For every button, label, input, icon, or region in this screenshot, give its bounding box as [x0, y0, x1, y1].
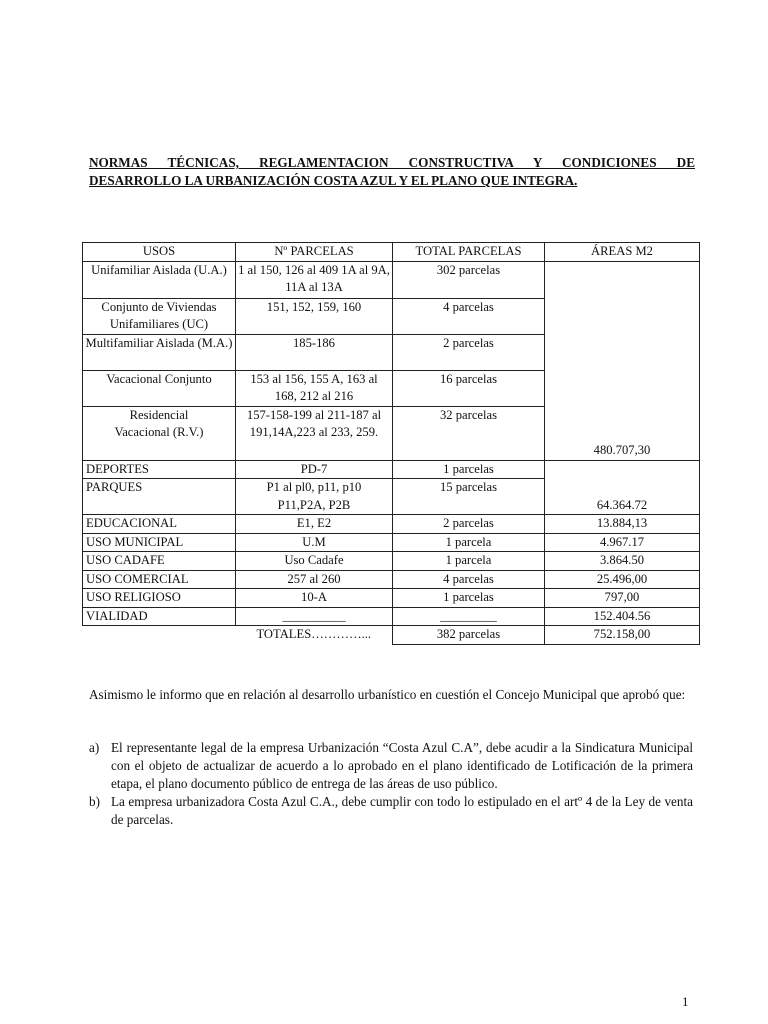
document-title: [89, 154, 695, 190]
table-row: [83, 589, 700, 608]
totals-parcelas: 382 parcelas: [393, 626, 545, 645]
cell-area: 13.884,13: [545, 515, 700, 534]
cell-parcelas: PD-7: [236, 460, 393, 479]
parcel-table: [82, 242, 700, 645]
list-item-text: La empresa urbanizadora Costa Azul C.A., debe cumplir con todo lo estipulado en el artº 4 de la Ley de venta de parcelas.: [111, 794, 693, 827]
totals-label: TOTALES…………...: [256, 627, 372, 641]
page-number: 1: [682, 994, 689, 1009]
cell-area: 797,00: [545, 589, 700, 608]
cell-total: 15 parcelas: [393, 479, 545, 515]
table-row: [83, 533, 700, 552]
title-line-2: DESARROLLO LA URBANIZACIÓN COSTA AZUL Y EL PLANO QUE INTEGRA.: [89, 173, 578, 188]
cell-parcelas: 157-158-199 al 211-187 al 191,14A,223 al 233, 259.: [236, 406, 393, 460]
table-row: [83, 515, 700, 534]
cell-parcelas: 257 al 260: [236, 570, 393, 589]
cell-total: 1 parcelas: [393, 460, 545, 479]
list-item: [89, 793, 693, 829]
cell-uso: USO COMERCIAL: [83, 570, 236, 589]
empty-cell: [83, 626, 236, 645]
item-list: [89, 739, 693, 829]
cell-total: 2 parcelas: [393, 515, 545, 534]
cell-area: 25.496,00: [545, 570, 700, 589]
cell-uso: VIALIDAD: [83, 607, 236, 626]
cell-total: 1 parcelas: [393, 589, 545, 608]
cell-parcelas: 153 al 156, 155 A, 163 al 168, 212 al 216: [236, 370, 393, 406]
cell-uso: PARQUES: [83, 479, 236, 515]
list-marker: b): [89, 794, 100, 809]
list-marker: a): [89, 740, 100, 755]
cell-total: 4 parcelas: [393, 570, 545, 589]
table-header-row: [83, 243, 700, 262]
cell-uso: Residencial Vacacional (R.V.): [83, 406, 236, 460]
header-usos: USOS: [83, 243, 236, 262]
cell-total: 302 parcelas: [393, 261, 545, 298]
cell-total: 16 parcelas: [393, 370, 545, 406]
cell-area-merged-residential: 480.707,30: [545, 261, 700, 460]
cell-parcelas: 185-186: [236, 334, 393, 370]
list-item-text: El representante legal de la empresa Urbanización “Costa Azul C.A”, debe acudir a la Sindicatura Municipal con el objeto de actualizar de acuerdo a lo aprobado en el plano identificado de Lotificación de la primera etapa, el plano documento público de entrega de las áreas de uso público.: [111, 740, 693, 791]
table-row: [83, 460, 700, 479]
cell-parcelas: Uso Cadafe: [236, 552, 393, 571]
header-parcelas: Nº PARCELAS: [236, 243, 393, 262]
cell-uso: Conjunto de Viviendas Unifamiliares (UC): [83, 298, 236, 334]
list-item: [89, 739, 693, 793]
cell-area: 152.404.56: [545, 607, 700, 626]
table-row: [83, 552, 700, 571]
cell-parcelas: P1 al pl0, p11, p10 P11,P2A, P2B: [236, 479, 393, 515]
cell-total: 1 parcela: [393, 533, 545, 552]
totals-area: 752.158,00: [545, 626, 700, 645]
cell-total: 32 parcelas: [393, 406, 545, 460]
cell-parcelas: U.M: [236, 533, 393, 552]
header-total: TOTAL PARCELAS: [393, 243, 545, 262]
cell-uso: DEPORTES: [83, 460, 236, 479]
cell-parcelas: __________: [236, 607, 393, 626]
cell-area: 4.967.17: [545, 533, 700, 552]
cell-parcelas: 151, 152, 159, 160: [236, 298, 393, 334]
totals-row: [83, 626, 700, 645]
cell-uso: Multifamiliar Aislada (M.A.): [83, 334, 236, 370]
cell-area: 3.864.50: [545, 552, 700, 571]
cell-total: 2 parcelas: [393, 334, 545, 370]
cell-total: _________: [393, 607, 545, 626]
cell-area-merged-parks: 64.364.72: [545, 460, 700, 515]
cell-total: 4 parcelas: [393, 298, 545, 334]
cell-parcelas: 10-A: [236, 589, 393, 608]
cell-parcelas: E1, E2: [236, 515, 393, 534]
cell-parcelas: 1 al 150, 126 al 409 1A al 9A, 11A al 13A: [236, 261, 393, 298]
cell-uso: USO CADAFE: [83, 552, 236, 571]
cell-total: 1 parcela: [393, 552, 545, 571]
cell-uso: USO RELIGIOSO: [83, 589, 236, 608]
cell-uso: USO MUNICIPAL: [83, 533, 236, 552]
table-row: [83, 570, 700, 589]
cell-uso: Vacacional Conjunto: [83, 370, 236, 406]
body-paragraph: Asimismo le informo que en relación al desarrollo urbanístico en cuestión el Concejo Municipal que aprobó que:: [89, 687, 686, 702]
title-line-1: NORMAS TÉCNICAS, REGLAMENTACION CONSTRUCTIVA Y CONDICIONES DE: [89, 155, 695, 170]
cell-uso: Unifamiliar Aislada (U.A.): [83, 261, 236, 298]
table-row: [83, 607, 700, 626]
cell-uso: EDUCACIONAL: [83, 515, 236, 534]
header-areas: ÁREAS M2: [545, 243, 700, 262]
table-row: [83, 261, 700, 298]
